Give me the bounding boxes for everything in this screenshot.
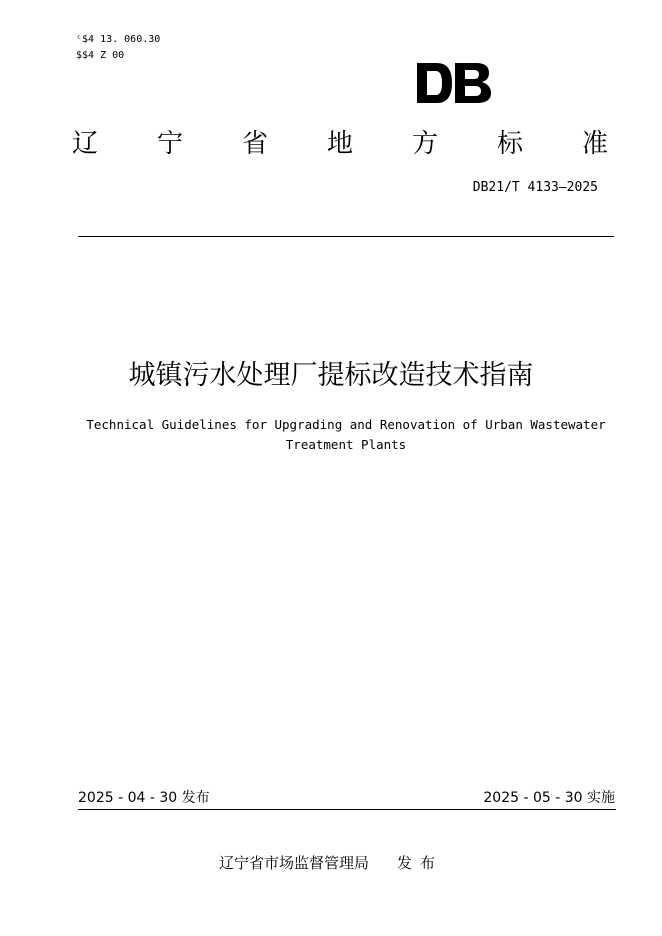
standard-type-char: 宁 xyxy=(157,129,184,159)
implementation-date: 2025 - 05 - 30 实施 xyxy=(483,790,615,806)
standard-number: DB21/T 4133—2025 xyxy=(472,180,598,195)
db-logo-letter-d xyxy=(417,63,452,103)
header-divider xyxy=(78,236,614,237)
issuer-action: 发布 xyxy=(397,854,444,872)
db-logo-letter-b xyxy=(455,63,491,103)
document-title-chinese: 城镇污水处理厂提标改造技术指南 xyxy=(128,360,534,391)
issue-date: 2025 - 04 - 30 发布 xyxy=(78,790,210,806)
standard-type-char: 地 xyxy=(327,129,354,159)
db-logo xyxy=(417,63,491,103)
standard-type-char: 标 xyxy=(497,129,524,159)
issuer-name: 辽宁省市场监督管理局 xyxy=(218,854,369,872)
ics-code: ᶜ$4 13. 060.30 xyxy=(76,34,161,45)
standard-type-char: 方 xyxy=(412,129,439,159)
footer-divider xyxy=(78,809,616,810)
ccs-code: $$4 Z 00 xyxy=(76,50,125,61)
standard-type xyxy=(72,124,612,164)
standard-type-char: 省 xyxy=(242,129,269,159)
document-title-english: Technical Guidelines for Upgrading and Renovation of Urban Wastewater Treatment Plants xyxy=(86,417,606,452)
standard-type-char: 准 xyxy=(582,129,609,159)
standard-type-char: 辽 xyxy=(72,129,99,159)
issuing-authority xyxy=(0,852,662,874)
